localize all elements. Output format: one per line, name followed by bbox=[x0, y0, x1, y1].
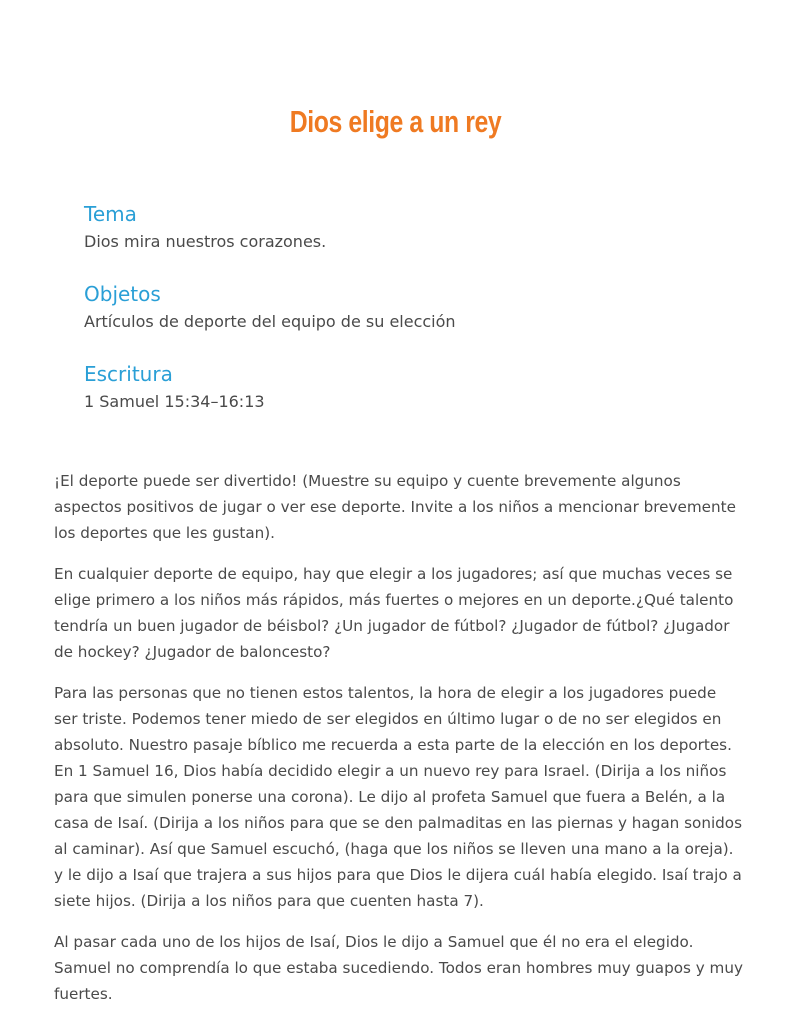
escritura-heading: Escritura bbox=[84, 362, 173, 386]
tema-heading: Tema bbox=[84, 202, 137, 226]
page-title: Dios elige a un rey bbox=[289, 104, 502, 139]
tema-section bbox=[84, 200, 724, 280]
objetos-heading: Objetos bbox=[84, 282, 161, 306]
paragraph-bible-story: Para las personas que no tienen estos talentos, la hora de elegir a los jugadores puede ser triste. Podemos tener miedo de ser elegidos en último lugar o de no ser elegidos en absoluto. Nuestro pasaje bíblico me recuerda a esta parte de la elección en los deportes. En 1 Samuel 16, Dios había decidido elegir a un nuevo rey para Israel. (Dirija a los niños para que simulen ponerse una corona). Le dijo al profeta Samuel que fuera a Belén, a la casa de Isaí. (Dirija a los niños para que se den palmaditas en las piernas y hagan sonidos al caminar). Así que Samuel escuchó, (haga que los niños se lleven una mano a la oreja). y le dijo a Isaí que trajera a sus hijos para que Dios le dijera cuál había elegido. Isaí trajo a siete hijos. (Dirija a los niños para que cuenten hasta 7). bbox=[54, 684, 743, 910]
paragraph-intro: ¡El deporte puede ser divertido! (Muestre su equipo y cuente brevemente algunos aspectos positivos de jugar o ver ese deporte. Invite a los niños a mencionar brevemente los deportes que les gustan). bbox=[54, 472, 736, 542]
paragraph-sons-of-jesse: Al pasar cada uno de los hijos de Isaí, Dios le dijo a Samuel que él no era el elegido. Samuel no comprendía lo que estaba sucediendo. Todos eran hombres muy guapos y muy fuertes. bbox=[54, 933, 743, 1003]
lesson-meta bbox=[84, 200, 724, 440]
escritura-section bbox=[84, 360, 724, 440]
tema-value: Dios mira nuestros corazones. bbox=[84, 232, 327, 251]
lesson-body bbox=[54, 468, 744, 1022]
escritura-value: 1 Samuel 15:34–16:13 bbox=[84, 392, 265, 411]
objetos-value: Artículos de deporte del equipo de su elección bbox=[84, 312, 456, 331]
objetos-section bbox=[84, 280, 724, 360]
paragraph-team-sports: En cualquier deporte de equipo, hay que elegir a los jugadores; así que muchas veces se elige primero a los niños más rápidos, más fuertes o mejores en un deporte.¿Qué talento tendría un buen jugador de béisbol? ¿Un jugador de fútbol? ¿Jugador de fútbol? ¿Jugador de hockey? ¿Jugador de baloncesto? bbox=[54, 565, 734, 661]
